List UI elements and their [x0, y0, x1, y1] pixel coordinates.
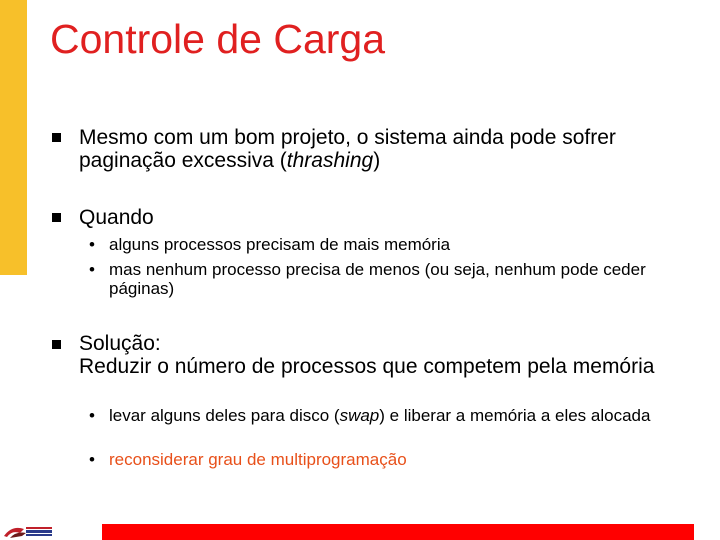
- bullet-item-2: Quando: [79, 206, 154, 229]
- dot-bullet-icon: •: [89, 406, 95, 425]
- sub-bullet-item: • reconsiderar grau de multiprogramação: [89, 450, 407, 469]
- accent-side-bar: [0, 0, 27, 275]
- emphasis-swap: swap: [339, 406, 380, 425]
- square-bullet-icon: [52, 340, 61, 349]
- sub-bullet-item: • mas nenhum processo precisa de menos (ou seja, nenhum pode ceder páginas): [89, 260, 646, 298]
- dot-bullet-icon: •: [89, 450, 95, 469]
- dot-bullet-icon: •: [89, 260, 95, 279]
- bullet-item-3: Solução: Reduzir o número de processos que competem pela memória: [79, 332, 655, 378]
- square-bullet-icon: [52, 213, 61, 222]
- emphasis-thrashing: thrashing: [286, 149, 374, 172]
- university-logo-icon: [2, 521, 54, 540]
- bullet-item-1: Mesmo com um bom projeto, o sistema ainda pode sofrer paginação excessiva (thrashing): [79, 126, 616, 172]
- sub-bullet-item: • alguns processos precisam de mais memória: [89, 235, 451, 254]
- sub-bullet-item: • levar alguns deles para disco (swap) e liberar a memória a eles alocada: [89, 406, 651, 425]
- square-bullet-icon: [52, 133, 61, 142]
- dot-bullet-icon: •: [89, 235, 95, 254]
- slide-title: Controle de Carga: [50, 16, 386, 62]
- bottom-red-bar: [102, 524, 694, 540]
